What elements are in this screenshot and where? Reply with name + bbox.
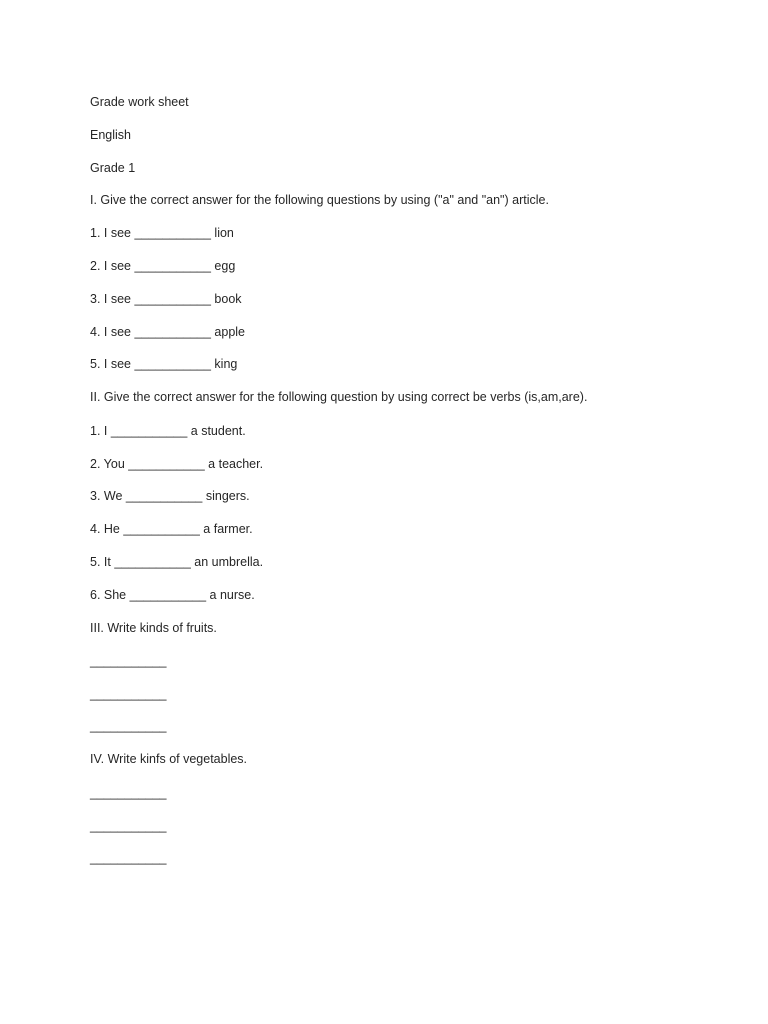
section-1-question-5: 5. I see ___________ king bbox=[90, 357, 238, 371]
section-3-blank-3: ___________ bbox=[90, 719, 167, 733]
section-4-heading: IV. Write kinfs of vegetables. bbox=[90, 752, 248, 766]
section-3-heading: III. Write kinds of fruits. bbox=[90, 621, 217, 635]
worksheet-title: Grade work sheet bbox=[90, 95, 189, 109]
section-1-heading: I. Give the correct answer for the following questions by using ("a" and "an") article. bbox=[90, 193, 549, 207]
section-4-blank-3: ___________ bbox=[90, 851, 167, 865]
section-3-blank-2: ___________ bbox=[90, 687, 167, 701]
section-3-blank-1: ___________ bbox=[90, 654, 167, 668]
section-2-question-3: 3. We ___________ singers. bbox=[90, 489, 250, 503]
section-2-question-6: 6. She ___________ a nurse. bbox=[90, 588, 255, 602]
section-1-question-3: 3. I see ___________ book bbox=[90, 292, 242, 306]
section-2-question-2: 2. You ___________ a teacher. bbox=[90, 457, 264, 471]
section-1-question-1: 1. I see ___________ lion bbox=[90, 226, 234, 240]
section-1-question-2: 2. I see ___________ egg bbox=[90, 259, 236, 273]
subject-label: English bbox=[90, 128, 131, 142]
section-2-question-5: 5. It ___________ an umbrella. bbox=[90, 555, 264, 569]
section-1-question-4: 4. I see ___________ apple bbox=[90, 325, 245, 339]
grade-label: Grade 1 bbox=[90, 161, 136, 175]
section-2-question-4: 4. He ___________ a farmer. bbox=[90, 522, 253, 536]
section-2-heading: II. Give the correct answer for the following question by using correct be verbs (is,am,are). bbox=[90, 390, 588, 404]
section-4-blank-1: ___________ bbox=[90, 786, 167, 800]
section-4-blank-2: ___________ bbox=[90, 819, 167, 833]
section-2-question-1: 1. I ___________ a student. bbox=[90, 424, 246, 438]
